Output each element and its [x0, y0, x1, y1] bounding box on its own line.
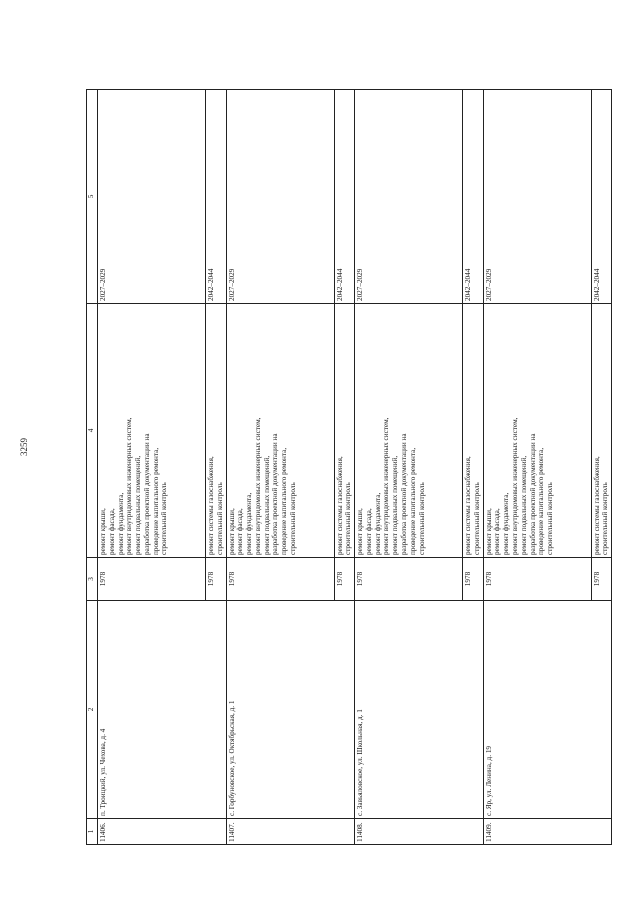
work-item: ремонт фундамента, [502, 492, 511, 555]
year-cell: 1978 [226, 558, 334, 601]
work-item: строительный контроль [546, 482, 555, 555]
work-item: ремонт внутридомовых инженерных систем, [125, 417, 134, 555]
work-item: строительный контроль [344, 482, 353, 555]
row-number-cell: 11408. [355, 819, 484, 845]
table-row [98, 90, 206, 845]
work-item: ремонт подвальных помещений, [262, 455, 271, 555]
works-cell [98, 304, 206, 558]
year-cell: 1978 [591, 558, 612, 601]
period-cell: 2027–2029 [483, 90, 591, 304]
work-item: проведение капитального ремонта, [408, 447, 417, 555]
registry-table-body [87, 90, 612, 845]
work-item: ремонт системы газоснабжения, [464, 456, 473, 555]
works-cell [334, 304, 355, 558]
year-cell: 1978 [355, 558, 463, 601]
works-cell [591, 304, 612, 558]
work-item: ремонт подвальных помещений, [134, 455, 143, 555]
rotated-page-content [86, 90, 610, 845]
work-item: ремонт крыши, [484, 508, 493, 555]
period-cell: 2042–2044 [463, 90, 484, 304]
table-row [226, 90, 334, 845]
address-cell: с. Завьяловское, ул. Школьная, д. 1 [355, 601, 484, 819]
works-cell [355, 304, 463, 558]
works-cell [206, 304, 227, 558]
year-cell: 1978 [98, 558, 206, 601]
work-item: проведение капитального ремонта, [280, 447, 289, 555]
work-item: строительный контроль [417, 482, 426, 555]
work-item: разработка проектной документации на [528, 433, 537, 555]
work-item: ремонт фасада, [493, 508, 502, 555]
work-item: проведение капитального ремонта, [151, 447, 160, 555]
work-item: ремонт внутридомовых инженерных систем, [382, 417, 391, 555]
period-cell: 2027–2029 [98, 90, 206, 304]
year-cell: 1978 [334, 558, 355, 601]
works-cell [226, 304, 334, 558]
year-cell: 1978 [463, 558, 484, 601]
address-cell: с. Яр, ул. Ленина, д. 19 [483, 601, 612, 819]
work-item: проведение капитального ремонта, [537, 447, 546, 555]
work-item: ремонт подвальных помещений, [391, 455, 400, 555]
period-cell: 2042–2044 [334, 90, 355, 304]
work-item: ремонт фундамента, [116, 492, 125, 555]
period-cell: 2042–2044 [591, 90, 612, 304]
work-item: ремонт системы газоснабжения, [335, 456, 344, 555]
address-cell: с. Горбуновское, ул. Октябрьская, д. 1 [226, 601, 355, 819]
work-item: ремонт внутридомовых инженерных систем, [253, 417, 262, 555]
row-number-cell: 11406. [98, 819, 227, 845]
work-item: строительный контроль [215, 482, 224, 555]
year-cell: 1978 [483, 558, 591, 601]
work-item: ремонт крыши, [356, 508, 365, 555]
work-item: разработка проектной документации на [400, 433, 409, 555]
column-number-cell: 4 [87, 304, 98, 558]
work-item: ремонт внутридомовых инженерных систем, [511, 417, 520, 555]
work-item: ремонт фундамента, [373, 492, 382, 555]
work-item: разработка проектной документации на [142, 433, 151, 555]
year-cell: 1978 [206, 558, 227, 601]
period-cell: 2042–2044 [206, 90, 227, 304]
works-cell [463, 304, 484, 558]
work-item: строительный контроль [601, 482, 610, 555]
work-item: ремонт фасада, [107, 508, 116, 555]
row-number-cell: 11407. [226, 819, 355, 845]
works-cell [483, 304, 591, 558]
column-number-cell: 3 [87, 558, 98, 601]
period-cell: 2027–2029 [355, 90, 463, 304]
work-item: ремонт подвальных помещений, [519, 455, 528, 555]
work-item: ремонт системы газоснабжения, [592, 456, 601, 555]
work-item: строительный контроль [289, 482, 298, 555]
column-number-cell: 1 [87, 819, 98, 845]
column-number-row [87, 90, 98, 845]
address-cell: п. Троицкий, ул. Чехова, д. 4 [98, 601, 227, 819]
period-cell: 2027–2029 [226, 90, 334, 304]
row-number-cell: 11409. [483, 819, 612, 845]
work-item: ремонт крыши, [99, 508, 107, 555]
work-item: строительный контроль [472, 482, 481, 555]
work-item: ремонт крыши, [227, 508, 236, 555]
work-item: ремонт системы газоснабжения, [207, 456, 215, 555]
work-item: ремонт фасада, [236, 508, 245, 555]
work-item: ремонт фасада, [364, 508, 373, 555]
registry-table [86, 89, 612, 845]
column-number-cell: 2 [87, 601, 98, 819]
table-row [355, 90, 463, 845]
column-number-cell: 5 [87, 90, 98, 304]
work-item: ремонт фундамента, [245, 492, 254, 555]
page-number: 3259 [19, 438, 29, 456]
work-item: строительный контроль [160, 482, 169, 555]
table-row [483, 90, 591, 845]
work-item: разработка проектной документации на [271, 433, 280, 555]
